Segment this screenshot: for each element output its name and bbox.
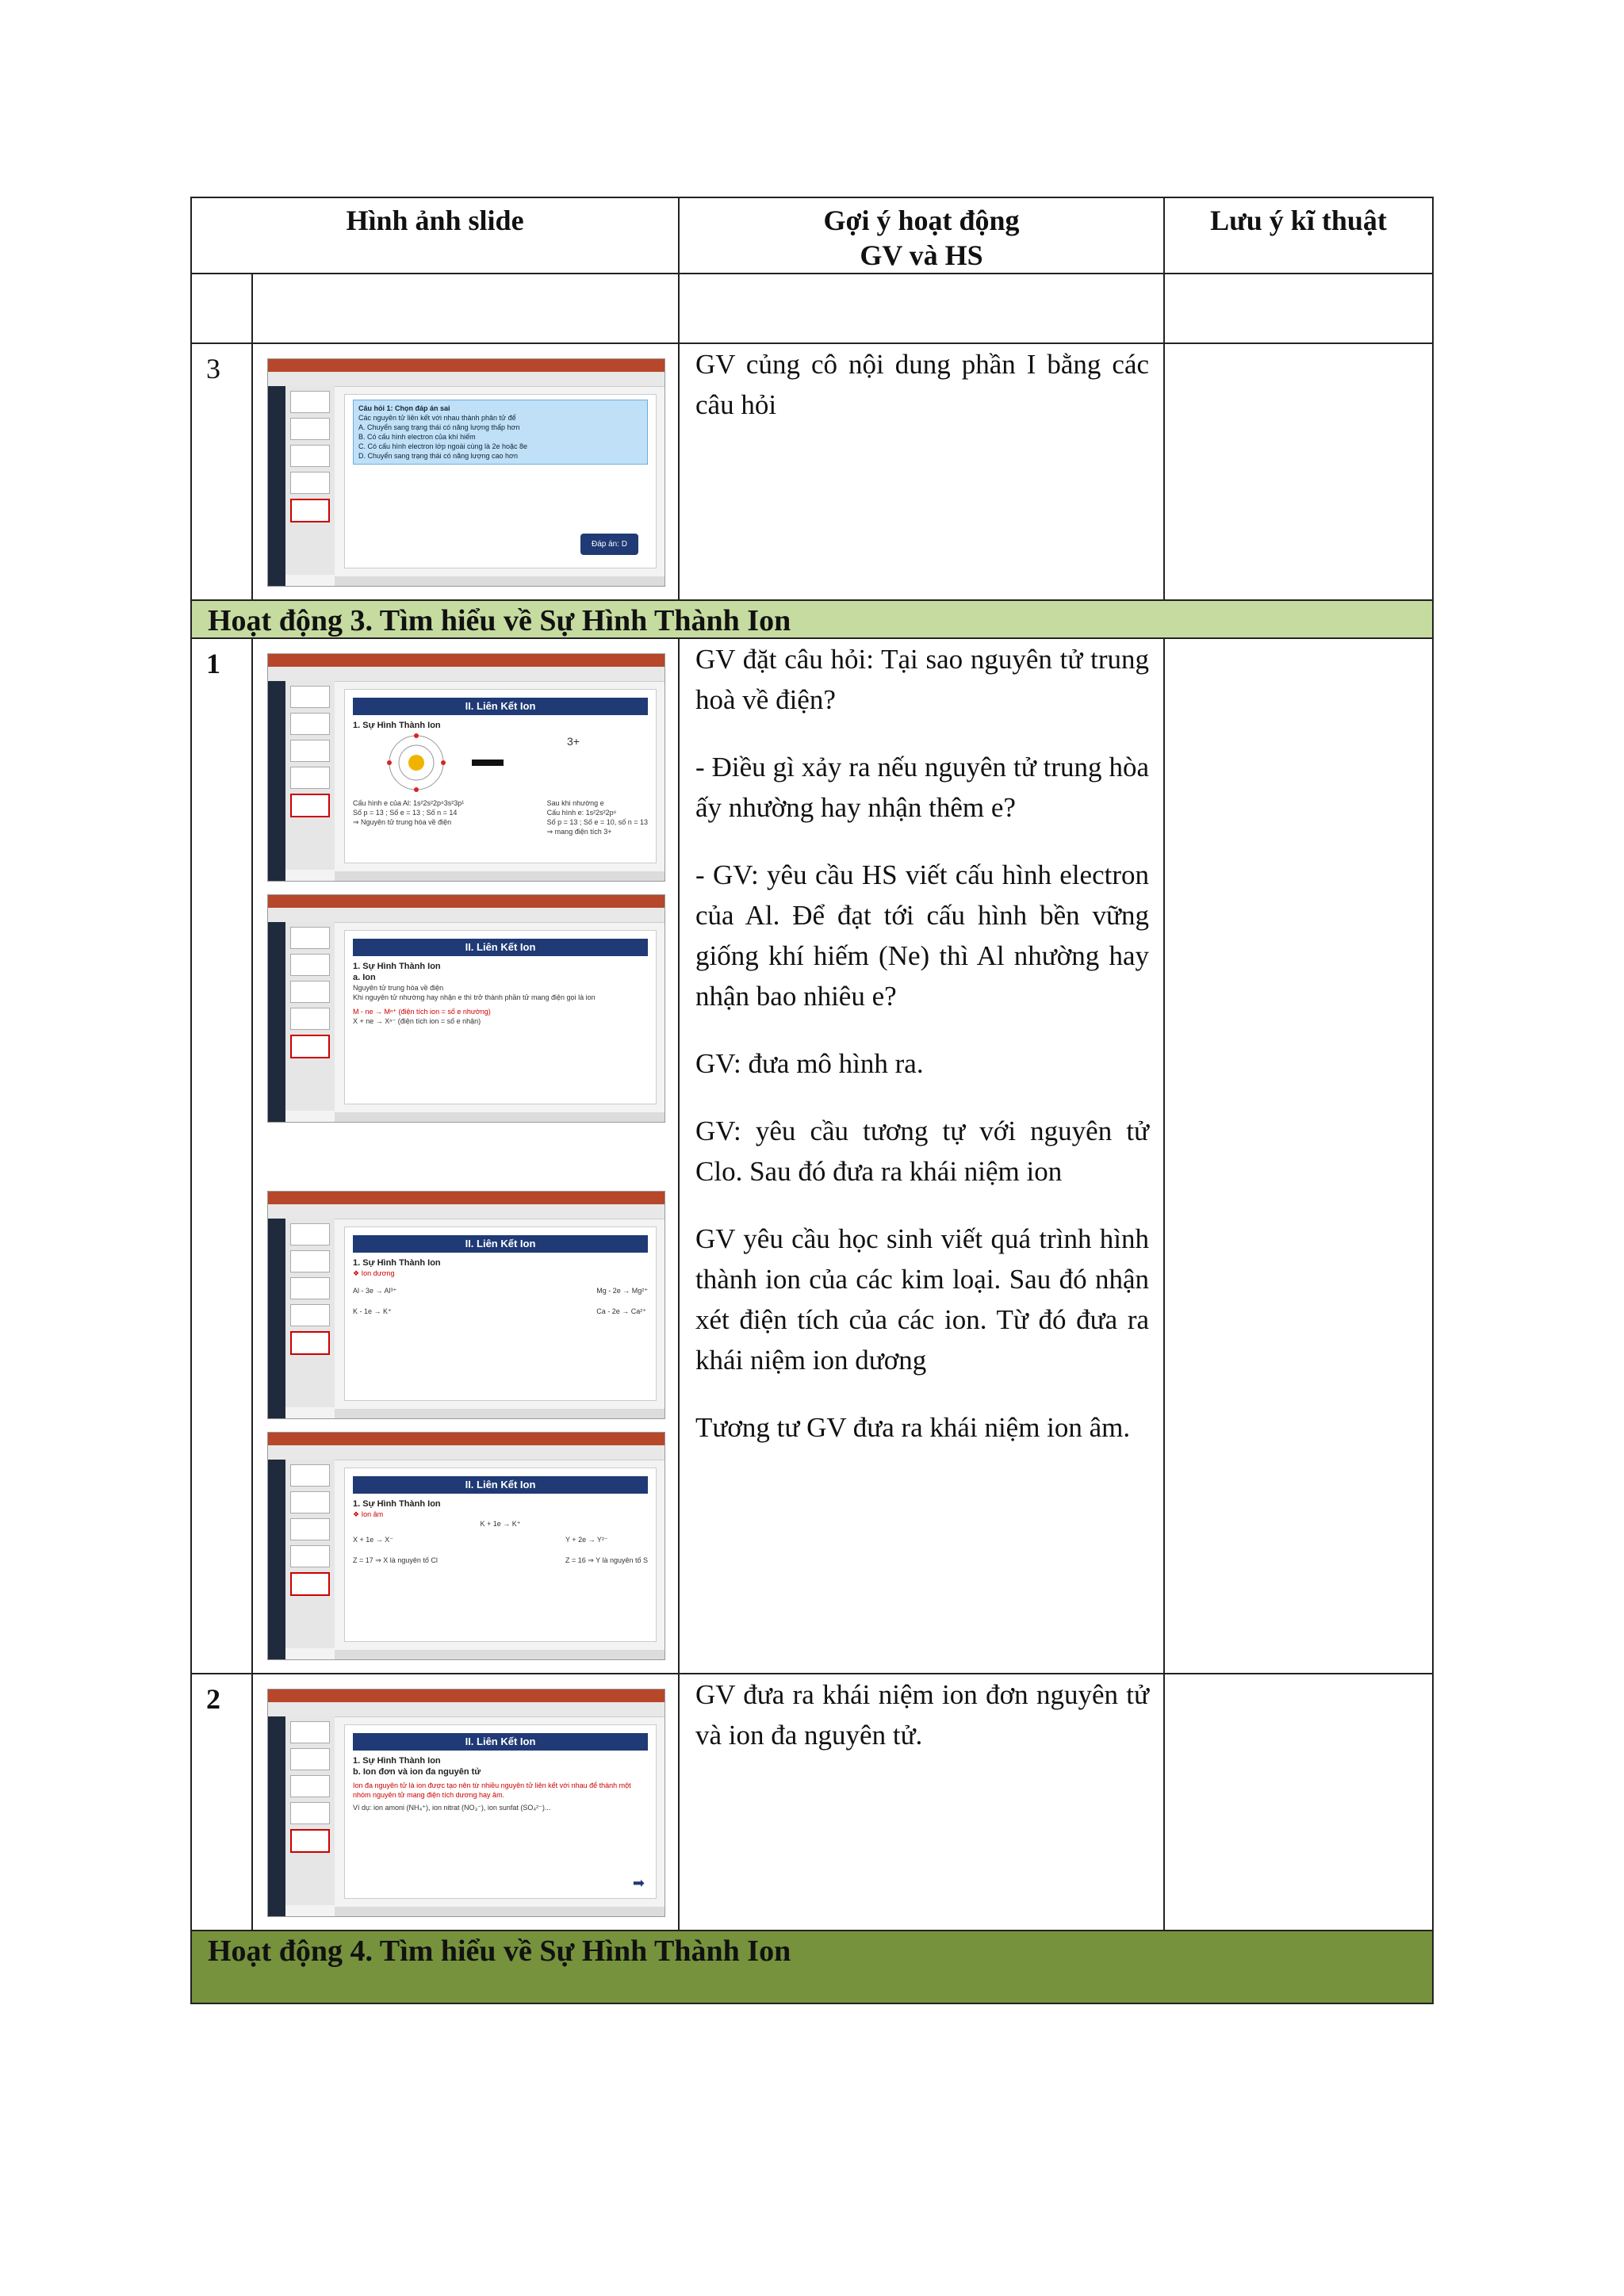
slide-thumbnail-quiz	[267, 358, 665, 587]
section-row	[191, 600, 1433, 638]
activity-cell: GV đặt câu hỏi: Tại sao nguyên tử trung hoà về điện? - Điều gì xảy ra nếu nguyên tử trung hòa ấy nhường hay nhận thêm e? - GV: yêu cầu HS viết cấu hình electron của Al. Để đạt tới cấu hình bền vững giống khí hiếm (Ne) thì Al nhường hay nhận bao nhiêu e? GV: đưa mô hình ra. GV: yêu cầu tương tự với nguyên tử Clo. Sau đó đưa ra khái niệm ion GV yêu cầu học sinh viết quá trình hình thành ion của các kim loại. Sau đó nhận xét điện tích của các ion. Từ đó đưa ra khái niệm ion dương Tương tư GV đưa ra khái niệm ion âm.	[679, 638, 1164, 1674]
ion-charge: 3+	[567, 735, 580, 748]
arrow-right-icon: ➡	[632, 1875, 645, 1891]
section-title: Hoạt động 3. Tìm hiểu về Sự Hình Thành Ion	[191, 600, 1433, 638]
header-technical-notes: Lưu ý kĩ thuật	[1164, 197, 1433, 274]
activity-cell: GV đưa ra khái niệm ion đơn nguyên tử và ion đa nguyên tử.	[679, 1674, 1164, 1931]
slide-image-cell	[252, 343, 679, 600]
section-row	[191, 1931, 1433, 2003]
slide-image-cell	[252, 1674, 679, 1931]
atom-model-icon	[353, 731, 654, 794]
table-row	[191, 1674, 1433, 1931]
slide-thumbnail-positive-ion: II. Liên Kết Ion 1. Sự Hình Thành Ion ❖ Ion dương Al - 3e → Al³⁺ K - 1e → K⁺ Mg - 2e → Mg²⁺ Ca - 2e → Ca²⁺	[267, 1191, 665, 1419]
header-slide-images: Hình ảnh slide	[191, 197, 679, 274]
row-number: 3	[191, 343, 252, 600]
slide-image-cell	[252, 638, 679, 1674]
slide-thumbnail-negative-ion: II. Liên Kết Ion 1. Sự Hình Thành Ion ❖ Ion âm K + 1e → K⁺ X + 1e → X⁻ Z = 17 ⇒ X là nguyên tố Cl Y + 2e → Y²⁻ Z = 16 ⇒ Y là nguyên tố S	[267, 1432, 665, 1660]
activity-cell: GV củng cô nội dung phần I bằng các câu hỏi	[679, 343, 1164, 600]
row-number: 2	[191, 1674, 252, 1931]
lesson-plan-table	[190, 197, 1434, 2004]
notes-cell	[1164, 343, 1433, 600]
slide-thumbnail-ion-formation: II. Liên Kết Ion 1. Sự Hình Thành Ion 3+ Cấu hình e của Al: 1s²2s²2p⁶3s²3p¹ Số p = 13 ; Số e = 13 ; Số n = 14 ⇒ Nguyên tử trung hòa về điện Sau khi nhường e Cấu hình e: 1s²2s²2p⁶ Số p = 13 ; Số e = 10, số n = 13 ⇒ mang điện tích 3+	[267, 653, 665, 882]
table-row	[191, 638, 1433, 1674]
slide-thumbnail-polyatomic-ion: II. Liên Kết Ion 1. Sự Hình Thành Ion b. Ion đơn và ion đa nguyên tử Ion đa nguyên tử là ion được tạo nên từ nhiều nguyên tử liên kết với nhau để thành một nhóm nguyên tử mang điện tích dương hay âm. Ví dụ: ion amoni (NH₄⁺), ion nitrat (NO₃⁻), ion sunfat (SO₄²⁻)... ➡	[267, 1689, 665, 1917]
section-title: Hoạt động 4. Tìm hiểu về Sự Hình Thành Ion	[191, 1931, 1433, 2003]
quiz-question-box: Câu hỏi 1: Chọn đáp án sai Các nguyên tử liên kết với nhau thành phân tử để A. Chuyển sang trạng thái có năng lượng thấp hơn B. Có cấu hình electron của khí hiếm C. Có cấu hình electron lớp ngoài cùng là 2e hoặc 8e D. Chuyển sang trạng thái có năng lượng cao hơn	[353, 400, 648, 465]
row-number: 1	[191, 638, 252, 1674]
header-activity: Gợi ý hoạt động GV và HS	[679, 197, 1164, 274]
table-row	[191, 343, 1433, 600]
notes-cell	[1164, 1674, 1433, 1931]
answer-button: Đáp án: D	[580, 534, 638, 555]
empty-row	[191, 274, 1433, 343]
slide-thumbnail-ion-definition: II. Liên Kết Ion 1. Sự Hình Thành Ion a. Ion Nguyên tử trung hòa về điện Khi nguyên tử nhường hay nhận e thì trở thành phần tử mang điện gọi là ion M - ne → Mⁿ⁺ (điện tích ion = số e nhường) X + ne → Xⁿ⁻ (điện tích ion = số e nhận)	[267, 894, 665, 1123]
notes-cell	[1164, 638, 1433, 1674]
